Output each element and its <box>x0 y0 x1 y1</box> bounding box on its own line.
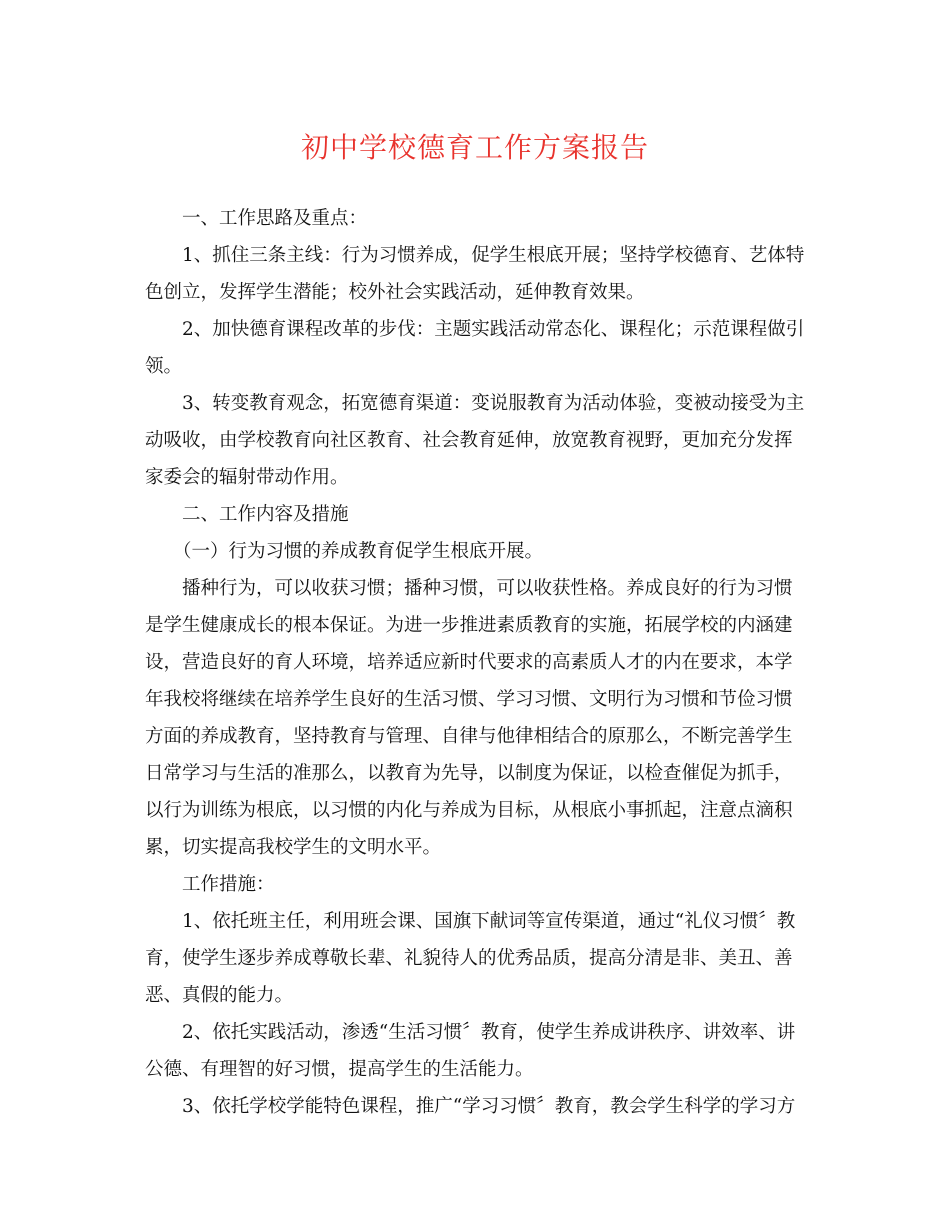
subsection-heading-1: （一）行为习惯的养成教育促学生根底开展。 <box>173 541 544 562</box>
section-heading-2: 二、工作内容及措施 <box>182 504 349 525</box>
paragraph-mainline: 1、抓住三条主线：行为习惯养成，促学生根底开展；坚持学校德育、艺体特色创立，发挥学生潜能；校外社会实践活动，延伸教育效果。 <box>145 245 805 303</box>
paragraph-curriculum: 2、加快德育课程改革的步伐：主题实践活动常态化、课程化；示范课程做引领。 <box>145 319 805 377</box>
measure-item-1: 1、依托班主任，利用班会课、国旗下献词等宣传渠道，通过“礼仪习惯〞教育，使学生逐步养成尊敬长辈、礼貌待人的优秀品质，提高分清是非、美丑、善恶、真假的能力。 <box>145 911 796 1006</box>
paragraph-concept: 3、转变教育观念，拓宽德育渠道：变说服教育为活动体验，变被动接受为主动吸收，由学校教育向社区教育、社会教育延伸，放宽教育视野，更加充分发挥家委会的辐射带动作用。 <box>145 393 805 488</box>
measure-item-2: 2、依托实践活动，渗透“生活习惯〞教育，使学生养成讲秩序、讲效率、讲公德、有理智的好习惯，提高学生的生活能力。 <box>145 1022 796 1080</box>
measures-heading: 工作措施： <box>182 874 275 895</box>
document-title: 初中学校德育工作方案报告 <box>300 131 649 164</box>
paragraph-habits: 播种行为，可以收获习惯；播种习惯，可以收获性格。养成良好的行为习惯是学生健康成长的根本保证。为进一步推进素质教育的实施，拓展学校的内涵建设，营造良好的育人环境，培养适应新时代要求的高素质人才的内在要求，本学年我校将继续在培养学生良好的生活习惯、学习习惯、文明行为习惯和节俭习惯方面的养成教育，坚持教育与管理、自律与他律相结合的原那么，不断完善学生日常学习与生活的准那么，以教育为先导，以制度为保证，以检查催促为抓手，以行为训练为根底，以习惯的内化与养成为目标，从根底小事抓起，注意点滴积累，切实提高我校学生的文明水平。 <box>145 578 793 858</box>
section-heading-1: 一、工作思路及重点： <box>182 208 368 229</box>
document-body <box>145 200 805 1125</box>
measure-item-3: 3、依托学校学能特色课程，推广“学习习惯〞教育，教会学生科学的学习方 <box>182 1096 796 1117</box>
